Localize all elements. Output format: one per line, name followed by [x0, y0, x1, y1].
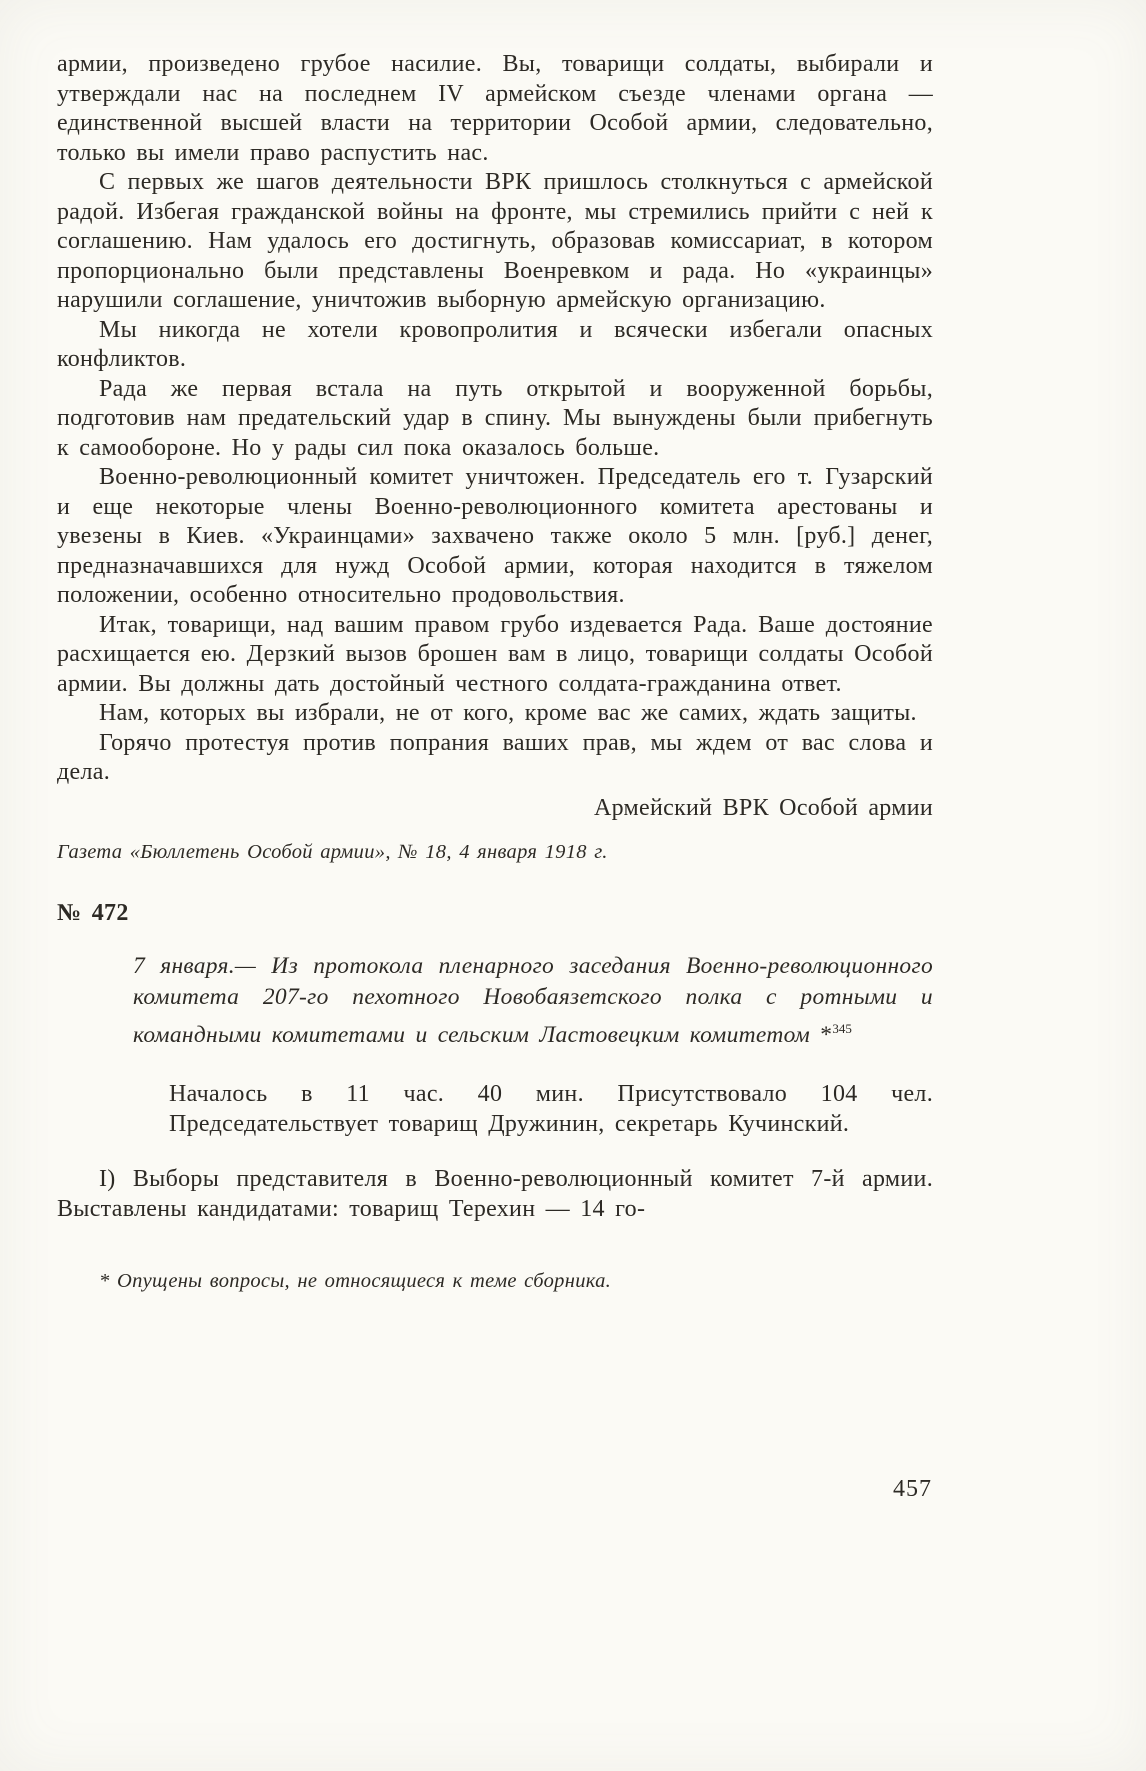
document-heading: [133, 951, 933, 1051]
footnote-text: * Опущены вопросы, не относящиеся к теме сборника.: [99, 1270, 612, 1293]
paragraph: Горячо протестуя против попрания ваших прав, мы ждем от вас слова и дела.: [57, 729, 933, 785]
paragraph: Рада же первая встала на путь открытой и вооруженной борьбы, подготовив нам предательский удар в спину. Мы вынуждены были прибегнуть к самообороне. Но у рады сил пока оказалось больше.: [57, 375, 933, 461]
document-number: № 472: [57, 900, 129, 926]
document-heading-text: 7 января.— Из протокола пленарного заседания Военно-революционного комитета 207-го пехотного Новобаязетского полка с ротными и командными комитетами и сельским Ластовецким комитетом: [133, 952, 933, 1048]
paragraph: I) Выборы представителя в Военно-революционный комитет 7-й армии. Выставлены кандидатами: товарищ Терехин — 14 го-: [57, 1166, 933, 1222]
document-signature: Армейский ВРК Особой армии: [593, 794, 933, 821]
paragraph: Мы никогда не хотели кровопролития и всячески избегали опасных конфликтов.: [57, 316, 933, 372]
footnote-marker: *: [820, 1021, 833, 1048]
paragraph: Военно-революционный комитет уничтожен. Председатель его т. Гузарский и еще некоторые члены Военно-революционного комитета арестованы и увезены в Киев. «Украинцами» захвачено также около 5 млн. [руб.] денег, предназначавшихся для нужд Особой армии, которая находится в тяжелом положении, особенно относительно продовольствия.: [57, 464, 933, 608]
page-number: 457: [893, 1476, 932, 1502]
paragraph-continuation: армии, произведено грубое насилие. Вы, товарищи солдаты, выбирали и утверждали нас на последнем IV армейском съезде членами органа — единственной высшей власти на территории Особой армии, следовательно, только вы имели право распустить нас.: [57, 51, 933, 166]
paragraph: Нам, которых вы избрали, не от кого, кроме вас же самих, ждать защиты.: [99, 700, 917, 726]
paragraph: С первых же шагов деятельности ВРК пришлось столкнуться с армейской радой. Избегая гражданской войны на фронте, мы стремились прийти с ней к соглашению. Нам удалось его достигнуть, образовав комиссариат, в котором пропорционально были представлены Военревком и рада. Но «украинцы» нарушили соглашение, уничтожив выборную армейскую организацию.: [57, 169, 933, 313]
session-opening-paragraph: Началось в 11 час. 40 мин. Присутствовало 104 чел. Председательствует товарищ Дружинин, секретарь Кучинский.: [169, 1081, 933, 1137]
page-content: [57, 50, 933, 1294]
heading-superscript-number: 345: [832, 1020, 852, 1036]
document-472: [57, 899, 933, 1224]
paragraph: Итак, товарищи, над вашим правом грубо издевается Рада. Ваше достояние расхищается ею. Дерзкий вызов брошен вам в лицо, товарищи солдаты Особой армии. Вы должны дать достойный честного солдата-гражданина ответ.: [57, 611, 933, 697]
source-citation: Газета «Бюллетень Особой армии», № 18, 4 января 1918 г.: [57, 841, 608, 863]
document-471: [57, 50, 933, 865]
